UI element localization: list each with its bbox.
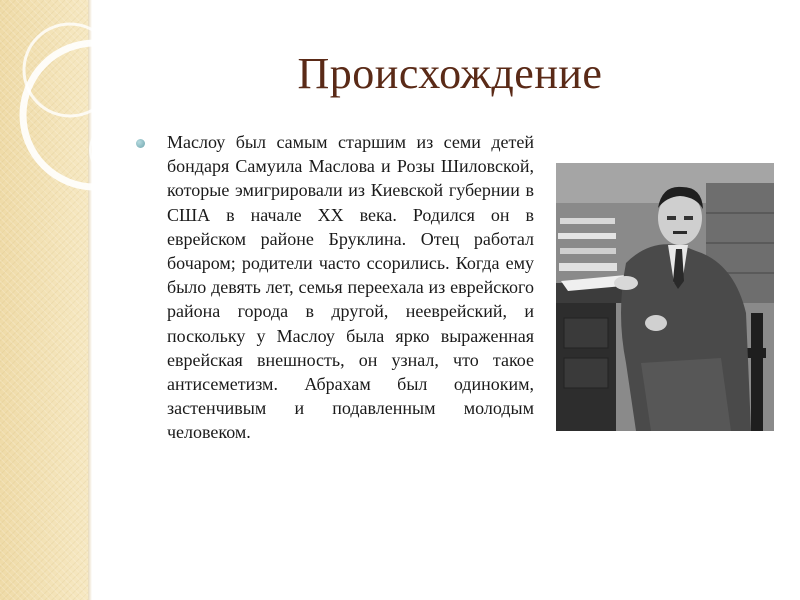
body-paragraph: Маслоу был самым старшим из семи детей бондаря Самуила Маслова и Розы Шиловской, которые эмигрировали из Киевской губернии в США в начале XX века. Родился он в еврейском районе Бруклина. Отец работал бочаром; родители часто ссорились. Когда ему было девять лет, семья переехала из еврейского района города в другой, нееврейский, и поскольку у Маслоу была ярко выраженная еврейская внешность, он узнал, что такое антисеметизм. Абрахам был одиноким, застенчивым и подавленным молодым человеком. <box>167 132 534 443</box>
slide-title: Происхождение <box>297 49 603 98</box>
round-bullet-icon <box>136 139 145 148</box>
decorative-circles-icon <box>0 0 160 200</box>
portrait-photo <box>556 163 774 431</box>
photo-illustration <box>556 163 774 431</box>
